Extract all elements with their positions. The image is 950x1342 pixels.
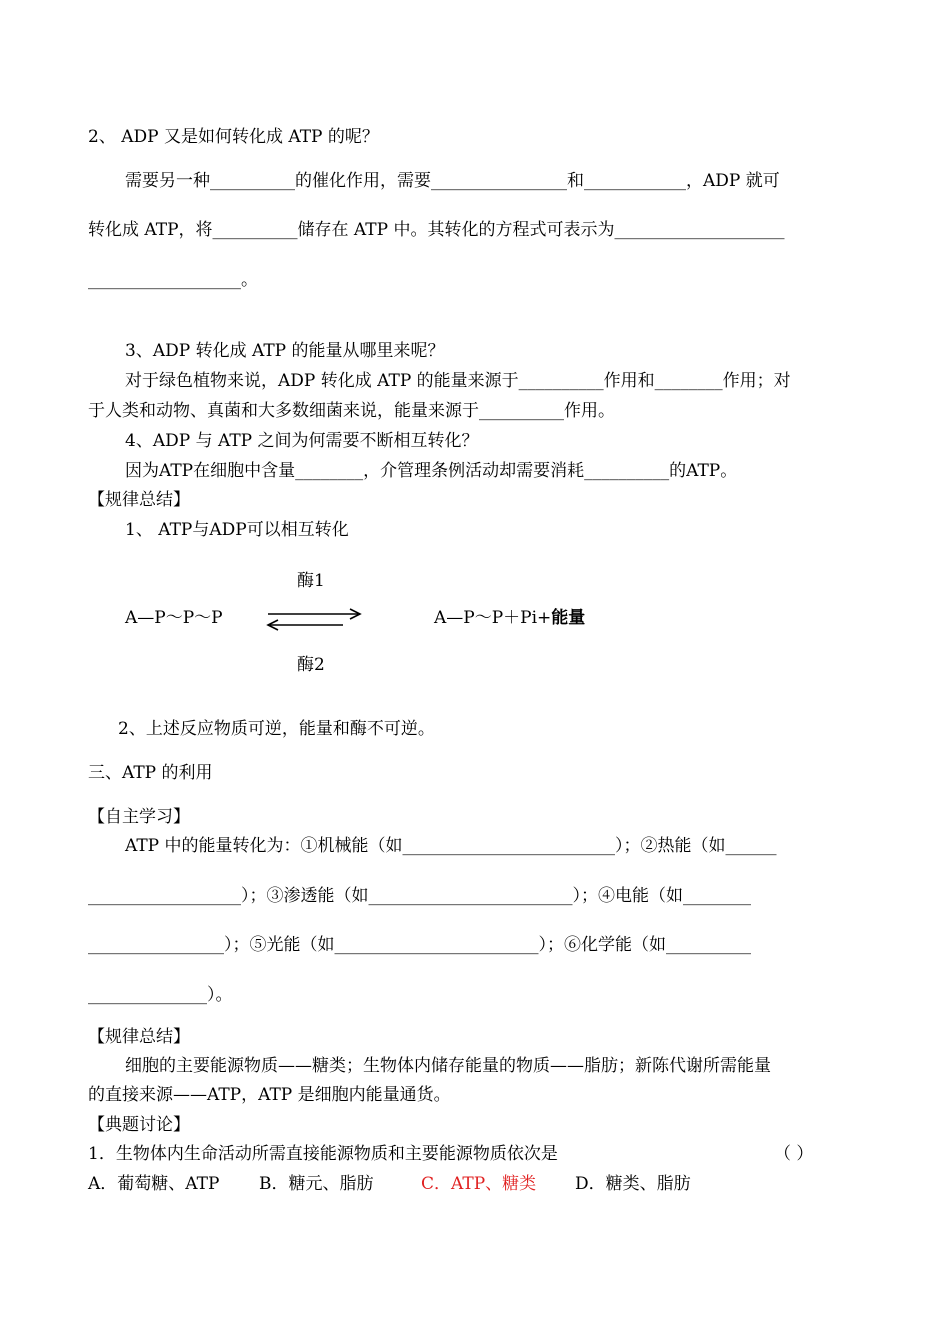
- section-3-heading: 3、ADP 转化成 ATP 的能量从哪里来呢？: [125, 341, 445, 361]
- section-2-line-3: __________________。: [88, 270, 258, 290]
- energy-label: 能量: [551, 608, 586, 628]
- reverse-arrow: [268, 620, 343, 630]
- section-2-line-2: 转化成 ATP，将__________储存在 ATP 中。其转化的方程式可表示为____________________: [88, 220, 785, 240]
- option-b: B．糖元、脂肪: [259, 1174, 374, 1194]
- product-formula: A—P～P＋Pi+: [434, 608, 552, 628]
- energy-conversion-line-2: __________________）；③渗透能（如________________________）；④电能（如________: [88, 886, 751, 906]
- section-2-heading: 2、 ADP 又是如何转化成 ATP 的呢？: [88, 127, 379, 147]
- option-d: D．糖类、脂肪: [575, 1174, 691, 1194]
- section-3-line-2: 于人类和动物、真菌和大多数细菌来说，能量来源于__________作用。: [88, 401, 615, 421]
- enzyme-2-label: 酶2: [297, 655, 325, 675]
- forward-arrow: [268, 609, 360, 619]
- discussion-title: 【典题讨论】: [88, 1115, 190, 1135]
- enzyme-1-label: 酶1: [297, 571, 325, 591]
- energy-conversion-line-1: ATP 中的能量转化为：①机械能（如_________________________）；②热能（如______: [125, 836, 777, 856]
- product-adp: [434, 603, 585, 628]
- energy-conversion-line-4: ______________）。: [88, 985, 233, 1005]
- section-2-line-1: 需要另一种__________的催化作用，需要________________和____________，ADP 就可: [125, 171, 780, 191]
- energy-conversion-line-3: ________________）；⑤光能（如________________________）；⑥化学能（如__________: [88, 935, 751, 955]
- section-3-line-1: 对于绿色植物来说，ADP 转化成 ATP 的能量来源于__________作用和________作用；对: [125, 371, 791, 391]
- part-3-heading: 三、ATP 的利用: [88, 763, 213, 783]
- summary-item-1: 1、 ATP与ADP可以相互转化: [125, 520, 349, 540]
- summary-item-2: 2、上述反应物质可逆，能量和酶不可逆。: [118, 719, 435, 739]
- option-a: A．葡萄糖、ATP: [88, 1174, 220, 1194]
- answer-parentheses: （ ）: [774, 1144, 814, 1164]
- summary-2-line-1: 细胞的主要能源物质——糖类；生物体内储存能量的物质——脂肪；新陈代谢所需能量: [125, 1056, 771, 1076]
- section-4-line-1: 因为ATP在细胞中含量________，介管理条例活动却需要消耗__________的ATP。: [125, 461, 738, 481]
- section-4-heading: 4、ADP 与 ATP 之间为何需要不断相互转化？: [125, 431, 479, 451]
- option-c: C．ATP、糖类: [421, 1174, 537, 1194]
- self-study-title: 【自主学习】: [88, 807, 190, 827]
- question-1: 1．生物体内生命活动所需直接能源物质和主要能源物质依次是: [88, 1144, 558, 1164]
- reactant-atp: A—P～P～P: [125, 608, 223, 628]
- summary-title-2: 【规律总结】: [88, 1027, 190, 1047]
- summary-title-1: 【规律总结】: [88, 490, 190, 510]
- summary-2-line-2: 的直接来源——ATP，ATP 是细胞内能量通货。: [88, 1085, 451, 1105]
